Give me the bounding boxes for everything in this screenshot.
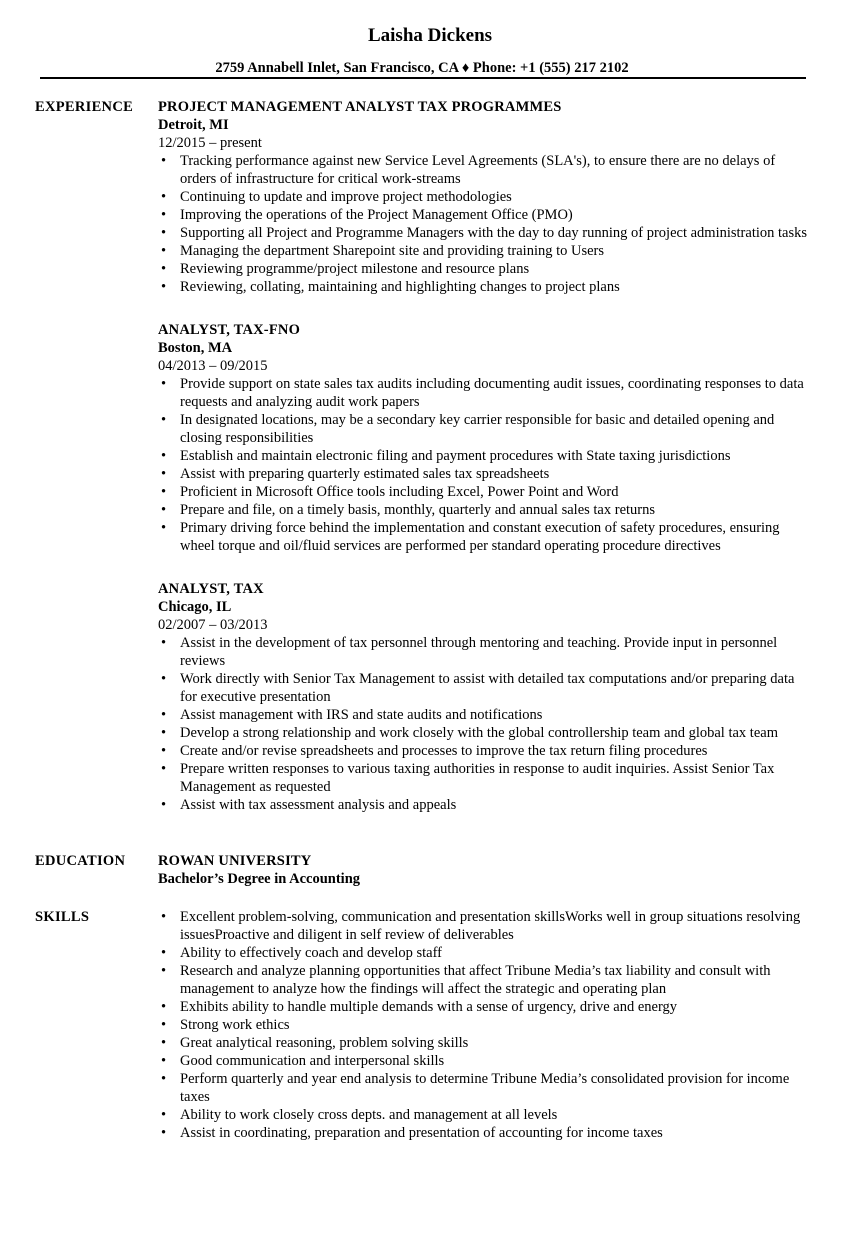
bullet-icon: •: [161, 484, 167, 500]
bullet-icon: •: [161, 520, 167, 536]
list-item: • Assist with tax assessment analysis and appeals: [161, 797, 457, 813]
job-location: Boston, MA: [158, 340, 233, 356]
job-entry: [158, 321, 808, 555]
bullet-icon: •: [161, 502, 167, 518]
skills-bullets: [158, 908, 808, 1142]
bullet-icon: •: [161, 261, 167, 277]
education-heading: EDUCATION: [35, 853, 126, 869]
bullet-icon: •: [161, 743, 167, 759]
list-item: • Exhibits ability to handle multiple demands with a sense of urgency, drive and energy: [161, 999, 678, 1015]
list-item: • Strong work ethics: [161, 1017, 290, 1033]
bullet-icon: •: [161, 466, 167, 482]
list-item: • Ability to effectively coach and develop staff: [161, 945, 442, 961]
bullet-icon: •: [161, 1107, 167, 1123]
job-title: ANALYST, TAX: [158, 581, 264, 597]
skills-heading: SKILLS: [35, 909, 90, 925]
candidate-name: Laisha Dickens: [367, 25, 493, 46]
bullet-icon: •: [161, 153, 167, 169]
bullet-icon: •: [161, 376, 167, 392]
bullet-icon: •: [161, 279, 167, 295]
list-item: • Reviewing, collating, maintaining and highlighting changes to project plans: [161, 279, 620, 295]
list-item: • Ability to work closely cross depts. and management at all levels: [161, 1107, 558, 1123]
job-bullets: [158, 152, 808, 296]
list-item: • Improving the operations of the Project Management Office (PMO): [161, 207, 573, 223]
degree: Bachelor’s Degree in Accounting: [158, 871, 361, 887]
bullet-icon: •: [161, 243, 167, 259]
list-item: • Work directly with Senior Tax Management to assist with detailed tax computations and/or preparing data for executive presentation: [161, 671, 795, 705]
bullet-icon: •: [161, 635, 167, 651]
bullet-icon: •: [161, 1017, 167, 1033]
bullet-icon: •: [161, 225, 167, 241]
bullet-icon: •: [161, 761, 167, 777]
bullet-icon: •: [161, 963, 167, 979]
list-item: • Reviewing programme/project milestone and resource plans: [161, 261, 530, 277]
experience-heading: EXPERIENCE: [35, 99, 134, 115]
job-location: Detroit, MI: [158, 117, 229, 133]
job-location: Chicago, IL: [158, 599, 232, 615]
list-item: • Tracking performance against new Service Level Agreements (SLA's), to ensure there are no delays of orders of infrastructure for critical work-streams: [161, 153, 776, 187]
list-item: • Proficient in Microsoft Office tools including Excel, Power Point and Word: [161, 484, 619, 500]
list-item: • Perform quarterly and year end analysis to determine Tribune Media’s consolidated provision for income taxes: [161, 1071, 790, 1105]
job-dates: 12/2015 – present: [158, 135, 262, 151]
list-item: • Continuing to update and improve project methodologies: [161, 189, 512, 205]
bullet-icon: •: [161, 725, 167, 741]
bullet-icon: •: [161, 797, 167, 813]
list-item: • Assist management with IRS and state audits and notifications: [161, 707, 543, 723]
education-entry: [158, 852, 808, 888]
job-entry: [158, 580, 808, 814]
list-item: • Research and analyze planning opportunities that affect Tribune Media’s tax liability and consult with management to analyze how the findings will affect the strategic and operating plan: [161, 963, 771, 997]
job-bullets: [158, 375, 808, 555]
bullet-icon: •: [161, 1071, 167, 1087]
bullet-icon: •: [161, 1035, 167, 1051]
list-item: • Great analytical reasoning, problem solving skills: [161, 1035, 469, 1051]
contact-line: 2759 Annabell Inlet, San Francisco, CA ♦ Phone: +1 (555) 217 2102: [215, 60, 629, 76]
list-item: • Primary driving force behind the implementation and constant execution of safety procedures, ensuring wheel torque and oil/fluid services are performed per standard operating procedure directives: [161, 520, 780, 554]
bullet-icon: •: [161, 707, 167, 723]
bullet-icon: •: [161, 207, 167, 223]
skills-list: [158, 908, 808, 1142]
bullet-icon: •: [161, 1125, 167, 1141]
list-item: • In designated locations, may be a secondary key carrier responsible for basic and detailed opening and closing responsibilities: [161, 412, 775, 446]
job-entry: [158, 98, 808, 296]
bullet-icon: •: [161, 189, 167, 205]
list-item: • Establish and maintain electronic filing and payment procedures with State taxing jurisdictions: [161, 448, 731, 464]
list-item: • Excellent problem-solving, communication and presentation skillsWorks well in group situations resolving issuesProactive and diligent in self review of deliverables: [161, 909, 801, 943]
list-item: • Provide support on state sales tax audits including documenting audit issues, coordinating responses to data requests and analyzing audit work papers: [161, 376, 804, 410]
list-item: • Assist with preparing quarterly estimated sales tax spreadsheets: [161, 466, 550, 482]
list-item: • Supporting all Project and Programme Managers with the day to day running of project administration tasks: [161, 225, 807, 241]
list-item: • Assist in the development of tax personnel through mentoring and teaching. Provide input in personnel reviews: [161, 635, 778, 669]
list-item: • Managing the department Sharepoint site and providing training to Users: [161, 243, 605, 259]
school-name: ROWAN UNIVERSITY: [158, 853, 312, 869]
bullet-icon: •: [161, 1053, 167, 1069]
list-item: • Assist in coordinating, preparation and presentation of accounting for income taxes: [161, 1125, 663, 1141]
list-item: • Prepare and file, on a timely basis, monthly, quarterly and annual sales tax returns: [161, 502, 656, 518]
header-divider: [40, 77, 806, 79]
bullet-icon: •: [161, 945, 167, 961]
bullet-icon: •: [161, 671, 167, 687]
job-dates: 02/2007 – 03/2013: [158, 617, 268, 633]
list-item: • Prepare written responses to various taxing authorities in response to audit inquiries. Assist Senior Tax Management as requested: [161, 761, 775, 795]
job-title: ANALYST, TAX-FNO: [158, 322, 301, 338]
bullet-icon: •: [161, 448, 167, 464]
list-item: • Create and/or revise spreadsheets and processes to improve the tax return filing procedures: [161, 743, 708, 759]
experience-list: [158, 98, 808, 839]
bullet-icon: •: [161, 909, 167, 925]
bullet-icon: •: [161, 412, 167, 428]
list-item: • Good communication and interpersonal skills: [161, 1053, 445, 1069]
bullet-icon: •: [161, 999, 167, 1015]
job-title: PROJECT MANAGEMENT ANALYST TAX PROGRAMMES: [158, 99, 562, 115]
list-item: • Develop a strong relationship and work closely with the global controllership team and global tax team: [161, 725, 778, 741]
job-dates: 04/2013 – 09/2015: [158, 358, 268, 374]
job-bullets: [158, 634, 808, 814]
